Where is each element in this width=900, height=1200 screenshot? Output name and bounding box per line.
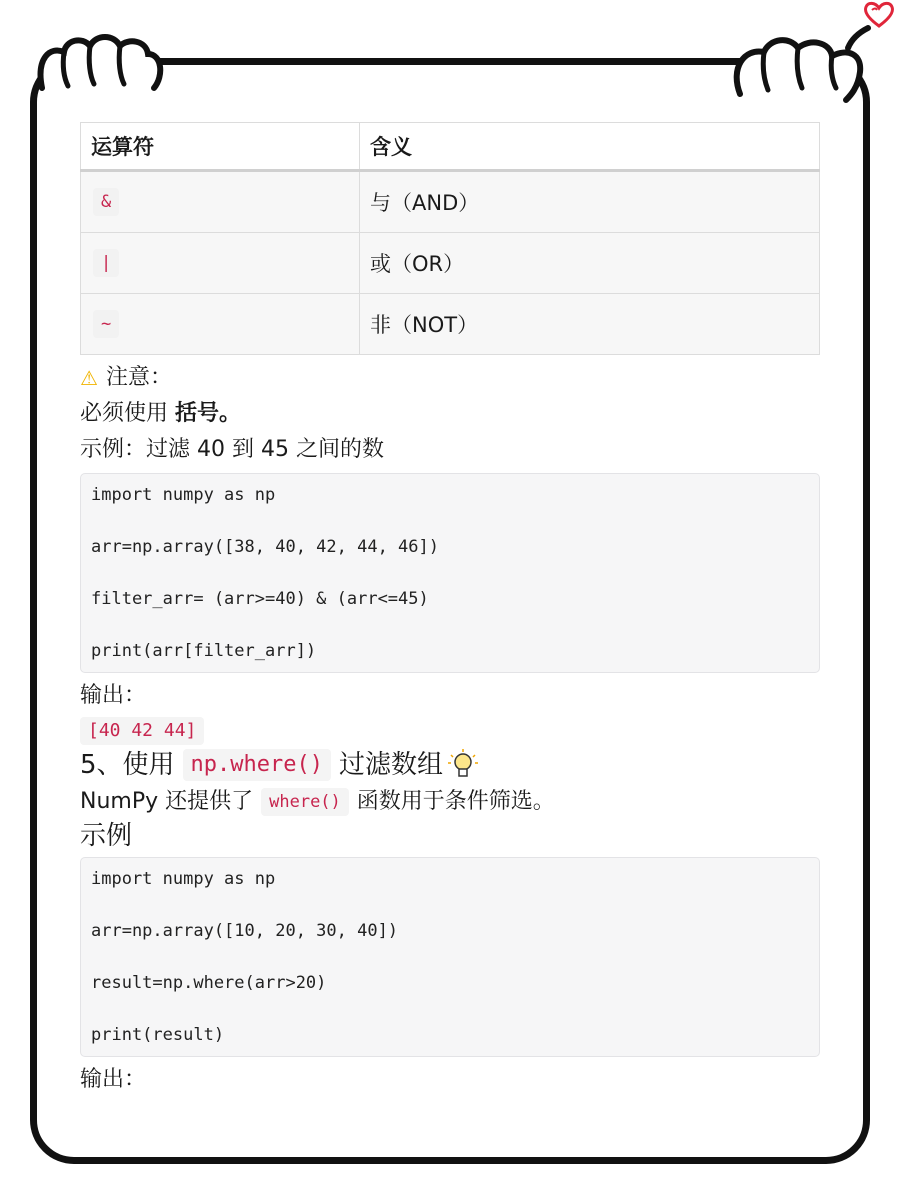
meaning-cell: 或（OR）	[360, 233, 820, 294]
code-line: print(arr[filter_arr])	[91, 641, 317, 661]
description-code: where()	[261, 788, 349, 816]
code-block-2	[80, 857, 820, 1057]
output-value: [40 42 44]	[80, 717, 204, 745]
section-5-heading	[80, 747, 820, 783]
note-text-prefix: 必须使用	[80, 401, 169, 426]
note-heading	[80, 363, 820, 393]
table-row	[81, 233, 820, 294]
table-row	[81, 171, 820, 233]
example2-label: 示例	[80, 821, 133, 851]
output-label-2: 输出：	[80, 1067, 147, 1092]
operator-table	[80, 122, 820, 355]
code-line: import numpy as np	[91, 869, 276, 889]
section-5-prefix: 5、使用	[80, 750, 175, 780]
heart-icon	[862, 0, 896, 30]
meaning-cell: 与（AND）	[360, 171, 820, 233]
warning-icon: ⚠	[80, 366, 98, 390]
note-text-bold: 括号。	[175, 401, 242, 426]
operator-code: ~	[93, 310, 119, 338]
table-row	[81, 294, 820, 355]
section-5-suffix: 过滤数组	[339, 750, 444, 780]
code-line: arr=np.array([38, 40, 42, 44, 46])	[91, 537, 439, 557]
note-label: 注意：	[105, 365, 172, 390]
description-suffix: 函数用于条件筛选。	[356, 789, 555, 814]
operator-cell	[81, 171, 360, 233]
table-header-row	[81, 123, 820, 171]
code-line: arr=np.array([10, 20, 30, 40])	[91, 921, 399, 941]
output-value-wrap	[80, 717, 820, 745]
meaning-cell: 非（NOT）	[360, 294, 820, 355]
code-line: print(result)	[91, 1025, 225, 1045]
operator-cell	[81, 294, 360, 355]
code-block-1	[80, 473, 820, 673]
article-content	[80, 122, 820, 1095]
operator-code: |	[93, 249, 119, 277]
code-line: result=np.where(arr>20)	[91, 973, 327, 993]
table-header-operator: 运算符	[81, 123, 360, 171]
example1-caption: 示例：过滤 40 到 45 之间的数	[80, 437, 384, 462]
section-5-code: np.where()	[183, 749, 331, 781]
table-header-meaning: 含义	[360, 123, 820, 171]
description-prefix: NumPy 还提供了	[80, 789, 254, 814]
output-label-1: 输出：	[80, 683, 147, 708]
operator-code: &	[93, 188, 119, 216]
note-text	[80, 399, 820, 429]
code-line: filter_arr= (arr>=40) & (arr<=45)	[91, 589, 429, 609]
section-5-description	[80, 787, 820, 817]
operator-cell	[81, 233, 360, 294]
code-line: import numpy as np	[91, 485, 276, 505]
lightbulb-icon	[445, 747, 481, 783]
